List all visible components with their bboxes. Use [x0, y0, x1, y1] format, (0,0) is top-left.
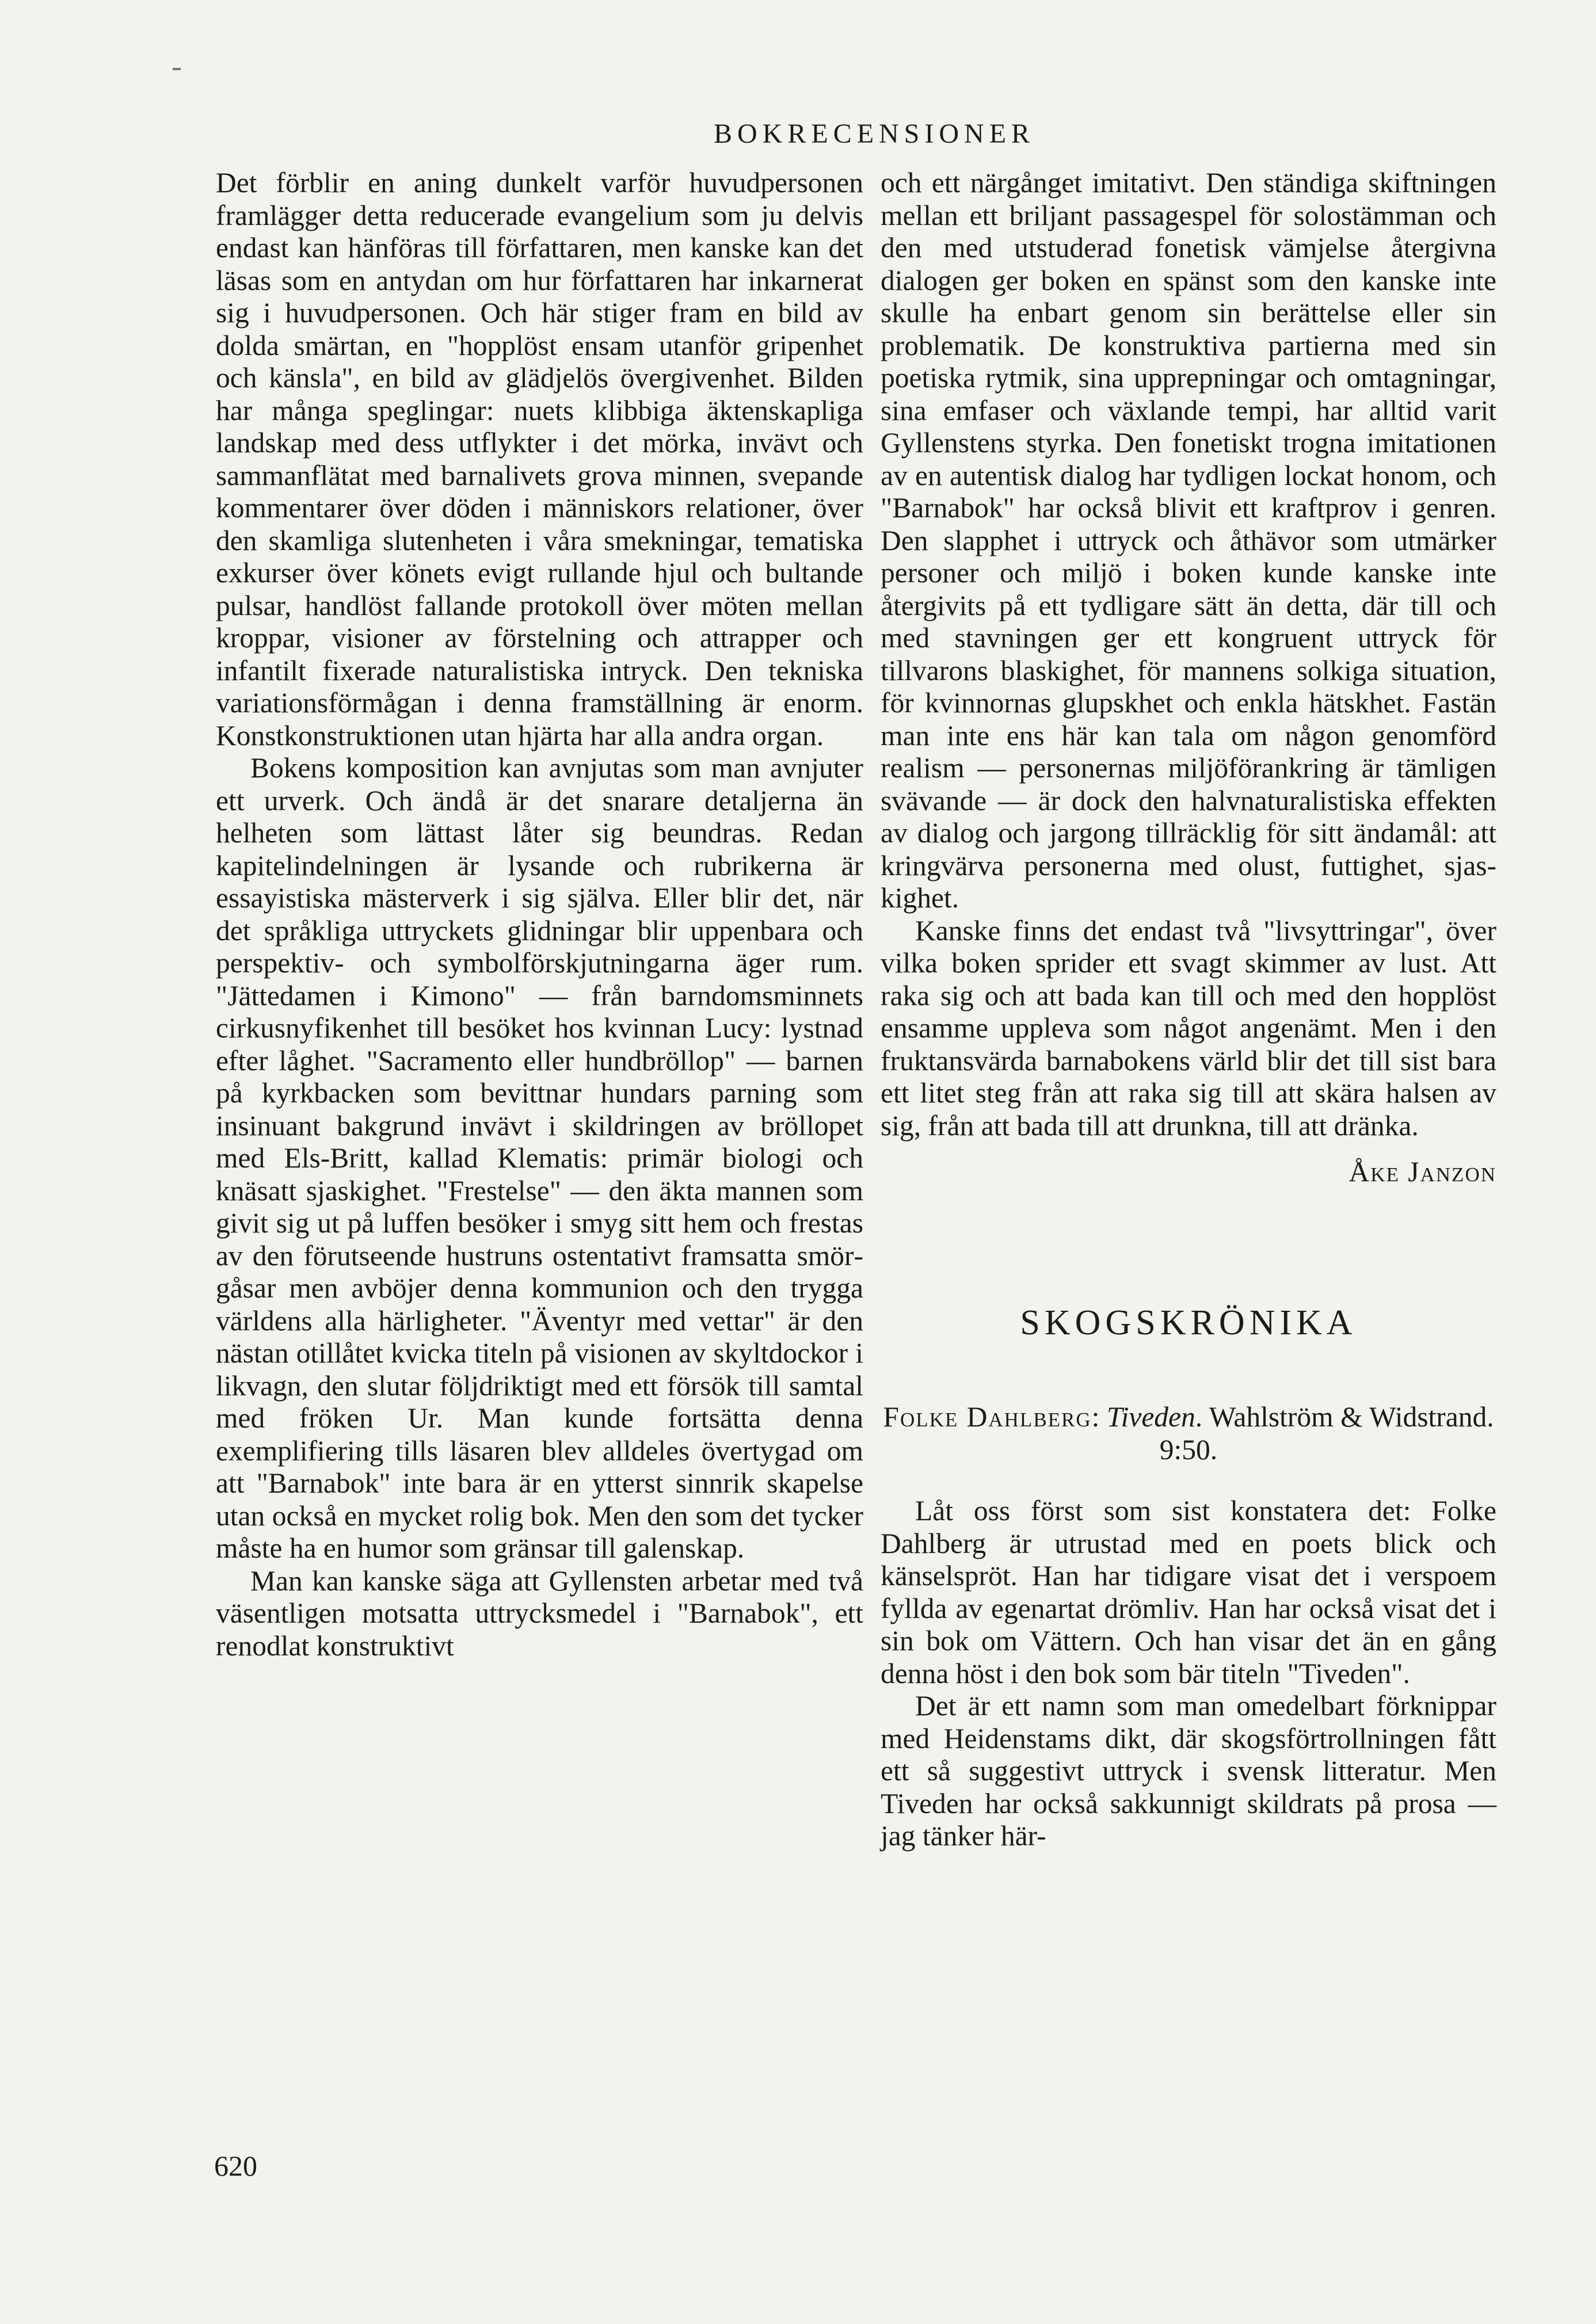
running-head: BOKRECENSIONER [714, 119, 1035, 149]
book-title: Tiveden [1106, 1401, 1195, 1433]
paragraph: Det är ett namn som man omedelbart förknippar med Heidenstams dikt, där skogsförtrollningen fått ett så suggestivt uttryck i svensk litteratur. Men Tiveden har också sakkunnigt skildrats på prosa — jag tänker här- [881, 1690, 1496, 1852]
book-author: Folke Dahlberg [883, 1401, 1092, 1433]
page-number: 620 [214, 2150, 257, 2182]
paragraph: Man kan kanske säga att Gyllensten arbetar med två väsentligen motsatta uttrycksmedel i "Barnabok", ett renodlat konstruktivt [216, 1564, 863, 1662]
section-title: SKOGSKRÖNIKA [1020, 1303, 1357, 1342]
paragraph: Låt oss först som sist konstatera det: Folke Dahlberg är utrustad med en poets blick och känselspröt. Han har tidigare visat det i verspoem fyllda av egenartat drömliv. Han har också visat det i sin bok om Vättern. Och han visar det än en gång denna höst i den bok som bär titeln "Tiveden". [881, 1495, 1496, 1689]
scan-mark [173, 68, 181, 70]
book-separator: : [1091, 1401, 1107, 1433]
paragraph: Kanske finns det endast två "livsyttringar", över vilka boken sprider ett svagt skimmer av lust. Att raka sig och att bada kan till och med den hopplöst ensamme uppleva som något angenämt. Men i den fruktansvärda barnabokens värld blir det till sist bara ett litet steg från att raka sig till att skära halsen av sig, från att bada till att drunkna, till att dränka. [881, 914, 1496, 1142]
paragraph: och ett närgånget imitativt. Den ständiga skiftningen mellan ett briljant passagespel för solostämman och den med utstuderad fonetisk vämjelse återgivna dialogen ger boken en spänst som den kanske inte skulle ha enbart genom sin berättelse eller sin problematik. De konstruktiva partierna med sin poetiska rytmik, sina upprepningar och omtagningar, sina emfaser och växlande tempi, har alltid varit Gyllenstens styrka. Den fonetiskt trogna imitationen av en autentisk dialog har tydligen lockat honom, och "Barnabok" har också blivit ett kraftprov i genren. Den slapphet i uttryck och åthävor som utmärker personer och miljö i boken kunde kanske inte återgivits på ett tydligare sätt än detta, där till och med stavningen ger ett kongruent uttryck för tillvarons blaskighet, för mannens solkiga situation, för kvinnornas glupskhet och enkla hätskhet. Fastän man inte ens här kan tala om någon genomförd realism — personernas miljöförankring är tämligen svävande — är dock den halvnaturalistiska effekten av dialog och jargong tillräcklig för sitt ändamål: att kringvärva personerna med olust, futtighet, sjaskighet. [881, 167, 1496, 914]
left-column [216, 167, 863, 1662]
book-publisher: . Wahlström & Widstrand. 9:50. [1159, 1401, 1494, 1466]
review-body [881, 1495, 1496, 1853]
reviewer-signature: Åke Janzon [1349, 1156, 1496, 1188]
paragraph: Det förblir en aning dunkelt varför huvudpersonen framlägger detta reducerade evangelium som ju delvis endast kan hänföras till författaren, men kanske kan det läsas som en antydan om hur författaren har inkarnerat sig i huvudpersonen. Och här stiger fram en bild av dolda smärtan, en "hopplöst ensam utanför gripenhet och känsla", en bild av glädjelös övergivenhet. Bilden har många speglingar: nuets klibbiga äktenskapliga landskap med dess utflykter i det mörka, invävt och sammanflätat med barnalivets grova minnen, svepande kommentarer över döden i människors relationer, över den skamliga slutenheten i våra smekningar, tematiska exkurser över könets evigt rullande hjul och bultande pulsar, handlöst fallande protokoll över möten mellan kroppar, visioner av förstelning och attrapper och infantilt fixerade naturalistiska intryck. Den tekniska variationsförmågan i denna framställning är enorm. Konstkonstruktionen utan hjärta har alla andra organ. [216, 167, 863, 751]
paragraph: Bokens komposition kan avnjutas som man avnjuter ett urverk. Och ändå är det snarare detaljerna än helheten som lättast låter sig beundras. Redan kapitelindelningen är lysande och rubrikerna är essayistiska mästerverk i sig själva. Eller blir det, när det språkliga uttryckets glidningar blir uppenbara och perspektiv- och symbolförskjutningarna äger rum. "Jättedamen i Kimono" — från barndomsminnets cirkusnyfikenhet till besöket hos kvinnan Lucy: lystnad efter låghet. "Sacramento eller hundbröllop" — barnen på kyrkbacken som bevittnar hundars parning som insinuant bakgrund invävt i skildringen av bröllopet med Els-Britt, kallad Klematis: primär biologi och knäsatt sjaskighet. "Frestelse" — den äkta mannen som givit sig ut på luffen besöker i smyg sitt hem och frestas av den förutseende hustruns ostentativt framsatta smörgåsar men avböjer denna kommunion och den trygga världens alla härligheter. "Äventyr med vettar" är den nästan otillåtet kvicka titeln på visionen av skyltdockor i likvagn, den slutar följdriktigt med ett försök till samtal med fröken Ur. Man kunde fortsätta denna exemplifiering tills läsaren blev alldeles övertygad om att "Barnabok" inte bara är en ytterst sinnrik skapelse utan också en mycket rolig bok. Men den som det tycker måste ha en humor som gränsar till galenskap. [216, 752, 863, 1564]
book-reference [881, 1401, 1496, 1466]
right-column [881, 167, 1496, 1853]
